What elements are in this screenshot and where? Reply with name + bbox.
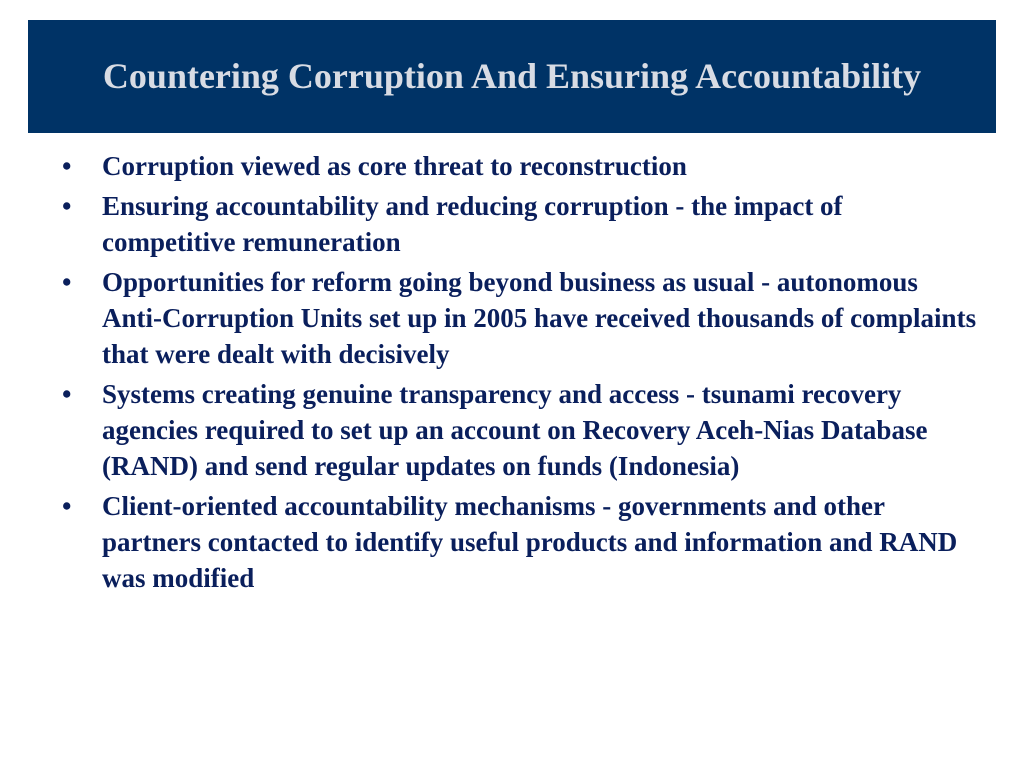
bullet-text: Corruption viewed as core threat to reconstruction [102,151,687,181]
slide-title: Countering Corruption And Ensuring Accountability [102,56,922,96]
bullet-text: Opportunities for reform going beyond business as usual - autonomous Anti-Corruption Units set up in 2005 have received thousands of complaints that were dealt with decisively [102,267,977,369]
bullet-icon: • [62,191,72,221]
bullet-icon: • [62,267,72,297]
title-bar [28,20,996,133]
bullet-icon: • [62,491,72,521]
bullet-text: Ensuring accountability and reducing corruption - the impact of competitive remuneration [102,191,843,257]
bullet-text: Client-oriented accountability mechanisms - governments and other partners contacted to identify useful products and information and RAND was modified [102,491,958,593]
bullet-item [60,188,980,260]
bullet-item [60,264,980,372]
bullet-item [60,488,980,596]
bullet-item [60,148,980,184]
bullet-item [60,376,980,484]
bullet-list [60,148,980,600]
bullet-icon: • [62,151,72,181]
bullet-text: Systems creating genuine transparency and access - tsunami recovery agencies required to set up an account on Recovery Aceh-Nias Database (RAND) and send regular updates on funds (Indonesia) [102,379,928,481]
bullet-icon: • [62,379,72,409]
